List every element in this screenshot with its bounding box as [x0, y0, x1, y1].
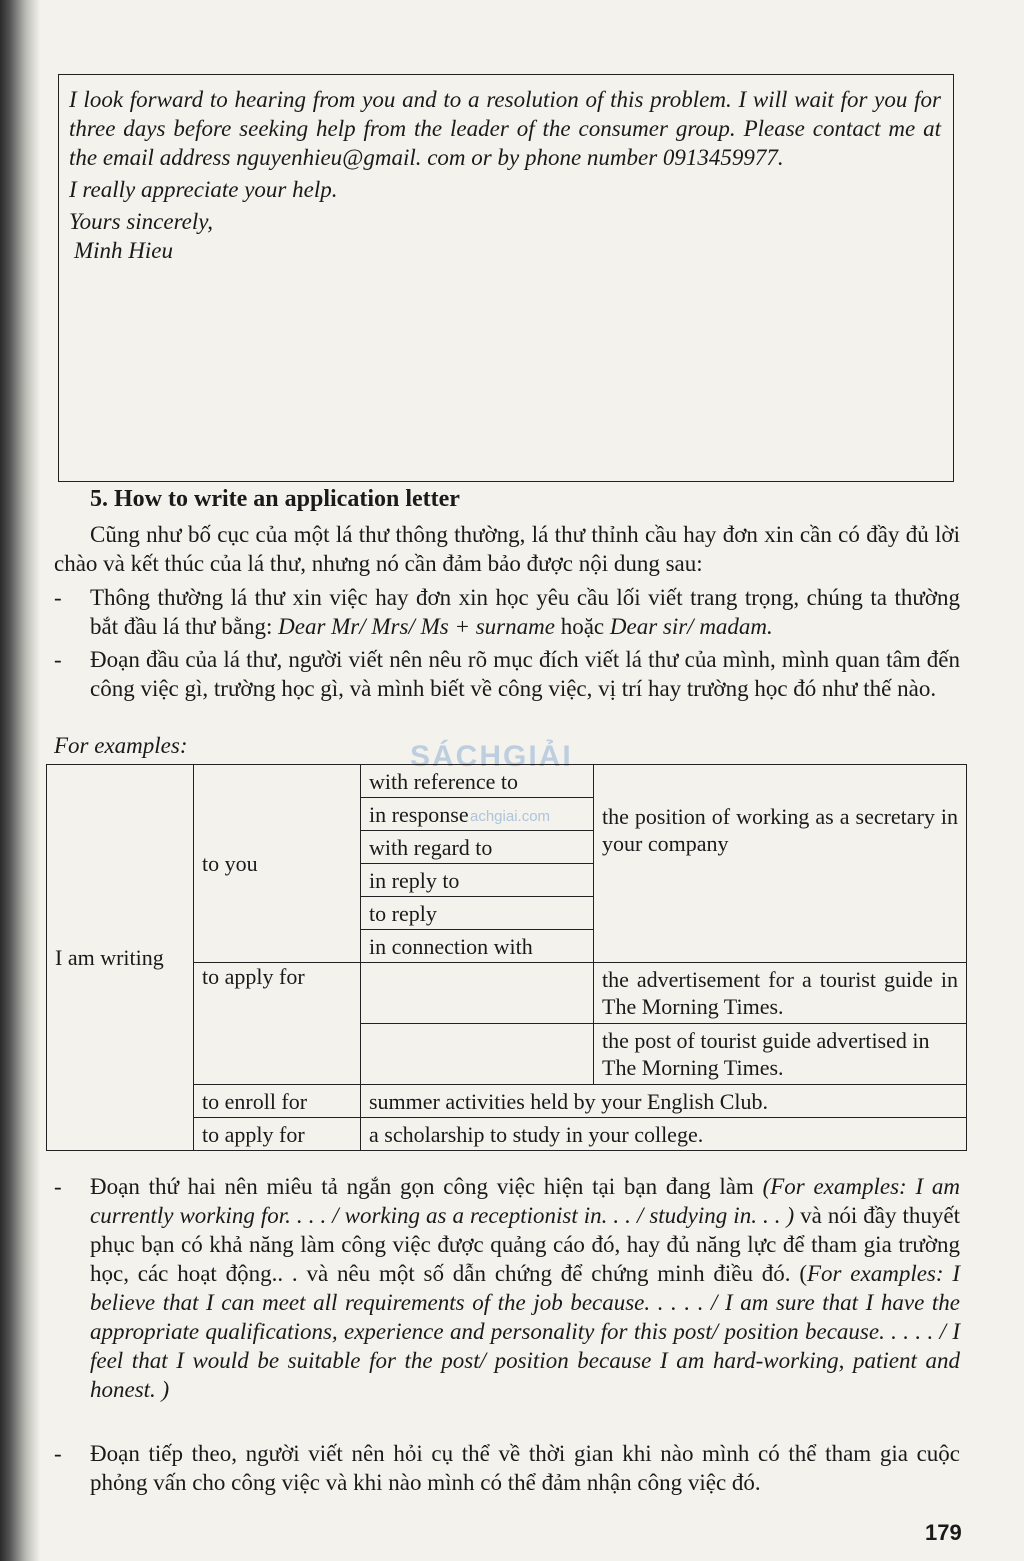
intro-paragraph: Cũng như bố cục của một lá thư thông thường, lá thư thỉnh cầu hay đơn xin cần có đầy đủ lời chào và kết thúc của lá thư, nhưng nó cần đảm bảo được nội dung sau:	[54, 522, 960, 576]
bullet1-greeting-2: Dear sir/ madam.	[609, 614, 773, 639]
phrase-cell: with reference to	[361, 765, 594, 798]
watermark-url: achgiai.com	[470, 808, 551, 825]
letter-closing: Yours sincerely,	[69, 209, 213, 234]
cell-to-you: to you	[194, 765, 361, 963]
section-title: 5. How to write an application letter	[90, 486, 460, 512]
bullet-marker: -	[54, 585, 62, 610]
bullet-marker: -	[54, 1441, 62, 1466]
bullet1-or: hoặc	[554, 614, 610, 639]
phrase-cell: in reply to	[361, 864, 594, 897]
letter-paragraph-2: I really appreciate your help.	[69, 177, 338, 202]
bullet3-text-2: và nói đầy thuyết phục bạn có khả năng làm công việc được quảng cáo đó, hay đủ năng lực để tham gia trường học, các hoạt động.. . và nêu một số dẫn chứng để chứng minh điều đó. (	[90, 1203, 960, 1286]
watermark-logo: SÁCHGIẢI	[410, 740, 573, 773]
empty-cell	[361, 1024, 594, 1085]
cell-to-apply-for-2: to apply for	[194, 1118, 361, 1151]
bullet-second-paragraph	[54, 1172, 960, 1404]
bullet1-text: Thông thường lá thư xin việc hay đơn xin học yêu cầu lối viết trang trọng, chúng ta thường bắt đầu lá thư bằng:	[90, 585, 960, 639]
letter-paragraph-1: I look forward to hearing from you and to a resolution of this problem. I will wait for you for three days before seeking help from the leader of the consumer group. Please contact me at the email address nguyenhieu@gmail. com or by phone number 0913459977.	[69, 87, 941, 170]
cell-advertisement: the advertisement for a tourist guide in The Morning Times.	[594, 963, 967, 1024]
cell-summer-activities: summer activities held by your English Club.	[361, 1085, 967, 1118]
bullet2-text: Đoạn đầu của lá thư, người viết nên nêu rõ mục đích viết lá thư của mình, mình quan tâm đến công việc gì, trường học gì, và mình biết về công việc, vị trí hay trường học đó như thế nào.	[90, 647, 960, 701]
bullet-marker: -	[54, 1174, 62, 1199]
phrase-cell: with regard to	[361, 831, 594, 864]
phrase-cell: in response	[361, 798, 594, 831]
cell-position: the position of working as a secretary in your company	[594, 765, 967, 963]
bullet1-greeting-1: Dear Mr/ Mrs/ Ms + surname	[278, 614, 555, 639]
letter-excerpt-box	[58, 74, 954, 482]
bullet-marker: -	[54, 647, 62, 672]
cell-to-apply-for: to apply for	[194, 963, 361, 1085]
cell-i-am-writing: I am writing	[47, 765, 194, 1151]
cell-scholarship: a scholarship to study in your college.	[361, 1118, 967, 1151]
examples-label: For examples:	[54, 733, 188, 758]
empty-cell	[361, 963, 594, 1024]
examples-table	[46, 764, 967, 1151]
letter-signature: Minh Hieu	[74, 238, 174, 263]
bullet-first-paragraph	[54, 645, 960, 703]
phrase-cell: in connection with	[361, 930, 594, 963]
phrase-cell: to reply	[361, 897, 594, 930]
bullet3-examples-2: For examples: I believe that I can meet all requirements of the job because. . . . . / I am sure that I have the appropriate qualifications, experience and personality for this post/ position because. . . . . / I feel that I would be suitable for the post/ position because I am hard-working, patient and honest. )	[90, 1261, 960, 1402]
bullet3-examples-1: (For examples: I am currently working for. . . . / working as a receptionist in. . . / studying in. . . )	[90, 1174, 960, 1228]
cell-post: the post of tourist guide advertised in The Morning Times.	[594, 1024, 967, 1085]
book-spine-shadow	[0, 0, 40, 1561]
bullet-next-paragraph	[54, 1439, 960, 1497]
cell-to-enroll-for: to enroll for	[194, 1085, 361, 1118]
bullet3-text-1: Đoạn thứ hai nên miêu tả ngắn gọn công việc hiện tại bạn đang làm	[90, 1174, 763, 1199]
page-number: 179	[925, 1520, 962, 1545]
bullet4-text: Đoạn tiếp theo, người viết nên hỏi cụ thể về thời gian khi nào mình có thể tham gia cuộc phỏng vấn cho công việc và khi nào mình có thể đảm nhận công việc đó.	[90, 1441, 960, 1495]
bullet-formal-greeting	[54, 583, 960, 641]
